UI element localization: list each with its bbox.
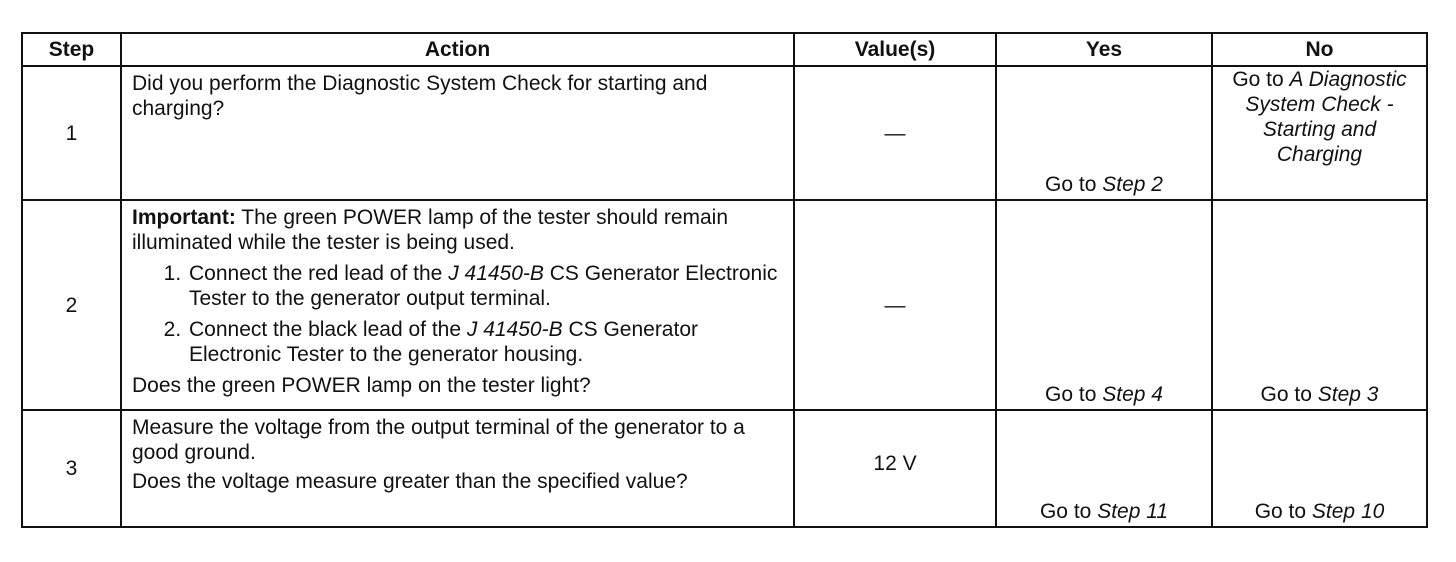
action-cell: [121, 200, 794, 410]
no-cell: [1212, 200, 1427, 410]
yes-instruction: [997, 499, 1211, 524]
goto-target: Step 11: [1097, 500, 1169, 523]
header-action: Action: [121, 33, 794, 66]
no-cell: [1212, 410, 1427, 527]
action-question: Does the green POWER lamp on the tester light?: [132, 374, 591, 397]
header-step: Step: [22, 33, 121, 66]
important-label: Important:: [132, 206, 236, 229]
header-no: No: [1212, 33, 1427, 66]
yes-instruction: [997, 382, 1211, 407]
goto-target: A Diagnostic System Check - Starting and Charging: [1245, 68, 1407, 166]
yes-instruction: [997, 172, 1211, 197]
value-cell: —: [794, 66, 996, 200]
goto-prefix: Go to: [1232, 68, 1284, 91]
diagnostic-table: [21, 32, 1428, 528]
header-row: [22, 33, 1427, 66]
table-row: [22, 66, 1427, 200]
action-text: Measure the voltage from the output terminal of the generator to a good ground.: [132, 416, 745, 464]
step-number: 3: [22, 410, 121, 527]
action-question: Does the voltage measure greater than the specified value?: [132, 470, 688, 493]
important-text: The green POWER lamp of the tester should remain illuminated while the tester is being used.: [132, 206, 729, 254]
table-row: [22, 410, 1427, 527]
important-note: [132, 205, 783, 255]
yes-cell: [996, 410, 1212, 527]
no-instruction: [1213, 67, 1426, 167]
list-item: 1. Connect the red lead of the J 41450-B CS Generator Electronic Tester to the generator output terminal.: [187, 261, 783, 311]
action-text: Did you perform the Diagnostic System Check for starting and charging?: [132, 72, 708, 120]
value-cell: —: [794, 200, 996, 410]
yes-cell: [996, 66, 1212, 200]
procedure-list: [132, 261, 783, 367]
no-instruction: [1213, 499, 1426, 524]
no-cell: [1212, 66, 1427, 200]
goto-target: Step 3: [1317, 383, 1379, 406]
table-row: [22, 200, 1427, 410]
tool-number: J 41450-B: [448, 262, 544, 285]
header-values: Value(s): [794, 33, 996, 66]
goto-prefix: Go to: [1260, 383, 1312, 406]
step-number: 1: [22, 66, 121, 200]
header-yes: Yes: [996, 33, 1212, 66]
action-cell: [121, 66, 794, 200]
action-cell: [121, 410, 794, 527]
goto-target: Step 4: [1102, 383, 1163, 406]
goto-prefix: Go to: [1039, 500, 1092, 523]
goto-target: Step 10: [1311, 500, 1385, 523]
value-cell: 12 V: [794, 410, 996, 527]
goto-prefix: Go to: [1254, 500, 1307, 523]
yes-cell: [996, 200, 1212, 410]
goto-prefix: Go to: [1045, 383, 1097, 406]
goto-prefix: Go to: [1045, 173, 1097, 196]
goto-target: Step 2: [1102, 173, 1163, 196]
no-instruction: [1213, 382, 1426, 407]
list-item: 2. Connect the black lead of the J 41450-B CS Generator Electronic Tester to the generator housing.: [187, 317, 783, 367]
tool-number: J 41450-B: [466, 318, 563, 341]
step-number: 2: [22, 200, 121, 410]
